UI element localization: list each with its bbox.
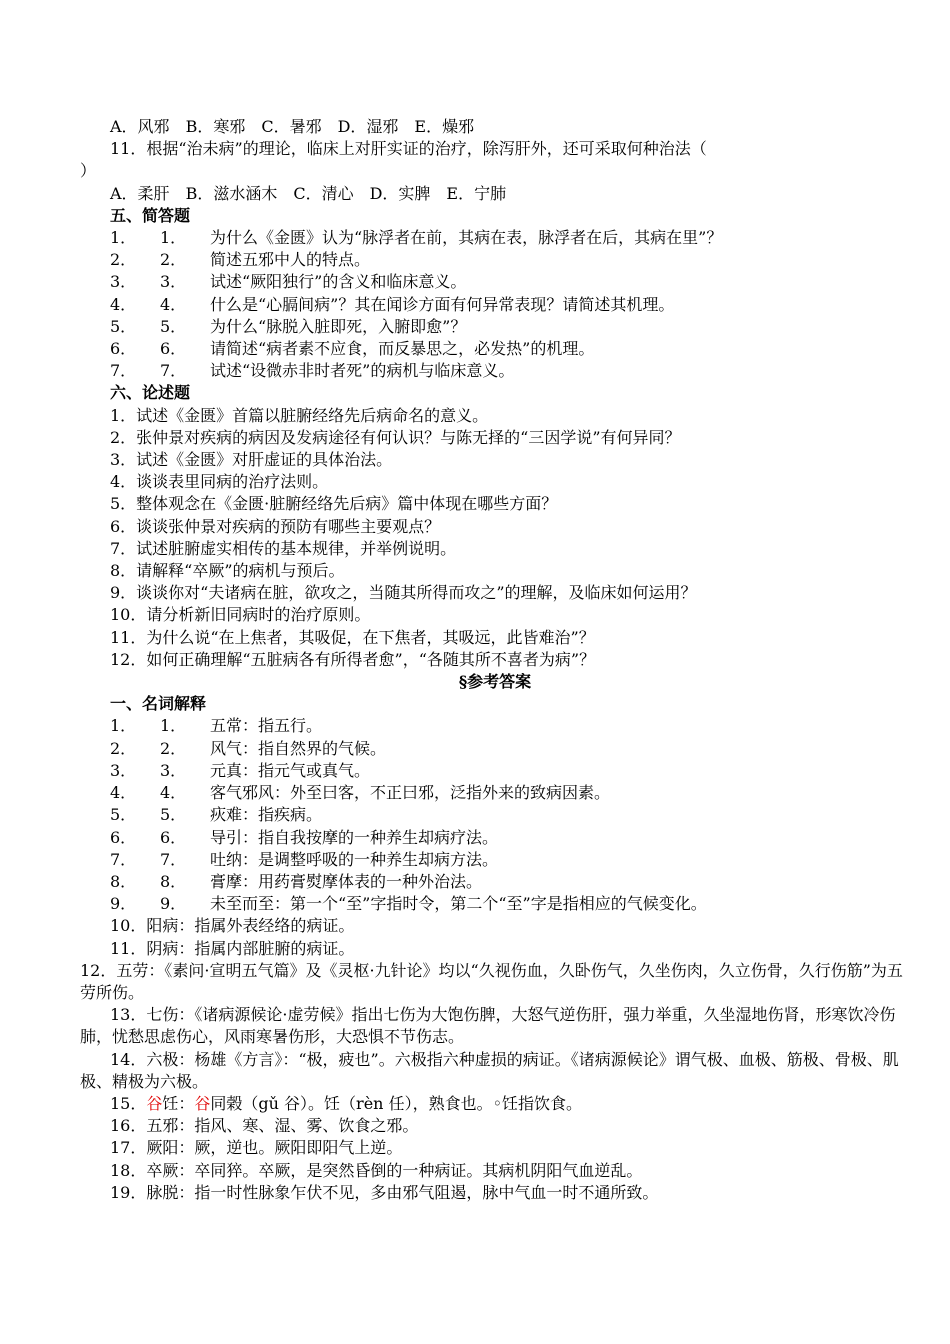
list-item: 15．谷饪：谷同榖（gǔ 谷）。饪（rèn 任），熟食也。◦饪指饮食。 [110,1093,583,1113]
list-item: 8．请解释“卒厥”的病机与预后。 [110,561,345,581]
list-item: 4． 4． 客气邪风：外至曰客，不正曰邪，泛指外来的致病因素。 [110,783,611,803]
q11-option: C．清心 [293,183,354,203]
list-item: 7．试述脏腑虚实相传的基本规律，并举例说明。 [110,538,457,558]
list-item: 8． 8． 膏摩：用药膏熨摩体表的一种外治法。 [110,871,483,891]
list-item: 1． 1． 为什么《金匮》认为“脉浮者在前，其病在表，脉浮者在后，其病在里”？ [110,228,723,248]
answers-title: §参考答案 [458,672,532,692]
list-item: 7． 7． 吐纳：是调整呼吸的一种养生却病方法。 [110,849,499,869]
list-item: 17．厥阳：厥，逆也。厥阳即阳气上逆。 [110,1138,403,1158]
list-item: 9． 9． 未至而至：第一个“至”字指时令，第二个“至”字是指相应的气候变化。 [110,894,707,914]
list-item: 6． 6． 请简述“病者素不应食，而反暴思之，必发热”的机理。 [110,339,595,359]
list-item: 12．如何正确理解“五脏病各有所得者愈”，“各随其所不喜者为病”？ [110,649,596,669]
list-item: 12．五劳：《素问·宣明五气篇》及《灵枢·九针论》均以“久视伤血，久卧伤气，久坐伤肉，久立伤骨，久行伤筋”为五劳所伤。 [80,960,903,1002]
q11-option: D．实脾 [369,183,431,203]
q11-close: ） [80,161,97,181]
list-item: 10．请分析新旧同病时的治疗原则。 [110,605,371,625]
q11-option: A．柔肝 [110,183,170,203]
q10-option: E．燥邪 [414,117,475,136]
list-item: 2． 2． 简述五邪中人的特点。 [110,250,371,270]
list-item: 3． 3． 元真：指元气或真气。 [110,760,371,780]
highlighted-char: 谷 [146,1093,163,1113]
list-item: 14．六极：杨雄《方言》：“极，疲也”。六极指六种虚损的病证。《诸病源候论》谓气极、血极、筋极、骨极、肌极、精极为六极。 [80,1049,899,1091]
list-item: 18．卒厥：卒同猝。卒厥，是突然昏倒的一种病证。其病机阴阳气血逆乱。 [110,1160,643,1180]
list-item: 11．为什么说“在上焦者，其吸促，在下焦者，其吸远，此皆难治”？ [110,627,595,647]
list-item: 4． 4． 什么是“心膈间病”？其在闻诊方面有何异常表现？请简述其机理。 [110,294,675,314]
section6-title: 六、论述题 [110,383,191,403]
list-item: 6．谈谈张仲景对疾病的预防有哪些主要观点？ [110,516,441,536]
q11-text: 11．根据“治未病”的理论，临床上对肝实证的治疗，除泻肝外，还可采取何种治法（ [110,139,707,159]
list-item: 6． 6． 导引：指自我按摩的一种养生却病疗法。 [110,827,499,847]
q11-options [80,183,910,205]
q10-option: A．风邪 [110,117,170,136]
list-item: 9．谈谈你对“夫诸病在脏，欲攻之，当随其所得而攻之”的理解，及临床如何运用？ [110,583,697,603]
list-item: 11．阴病：指属内部脏腑的病证。 [110,938,355,958]
list-item: 10．阳病：指属外表经络的病证。 [110,916,355,936]
q11-option: E．宁肺 [446,183,507,203]
document-body [80,116,910,1204]
highlighted-char: 谷 [194,1093,211,1113]
list-item: 1． 1． 五常：指五行。 [110,716,323,736]
q10-option: C．暑邪 [261,117,322,136]
list-item: 5． 5． 疢难：指疾病。 [110,805,323,825]
list-item: 5． 5． 为什么“脉脱入脏即死，入腑即愈”？ [110,316,467,336]
q11-option: B．滋水涵木 [185,183,278,203]
list-item: 7． 7． 试述“设微赤非时者死”的病机与临床意义。 [110,361,515,381]
list-item: 13．七伤：《诸病源候论·虚劳候》指出七伤为大饱伤脾，大怒气逆伤肝，强力举重，久坐湿地伤肾，形寒饮冷伤肺，忧愁思虑伤心，风雨寒暑伤形，大恐惧不节伤志。 [80,1005,896,1047]
list-item: 19．脉脱：指一时性脉象乍伏不见，多由邪气阻遏，脉中气血一时不通所致。 [110,1182,659,1202]
list-item: 2． 2． 风气：指自然界的气候。 [110,738,387,758]
list-item: 2．张仲景对疾病的病因及发病途径有何认识？与陈无择的“三因学说”有何异同？ [110,427,681,447]
q10-options [80,116,910,138]
section5-title: 五、简答题 [110,205,191,225]
list-item: 3．试述《金匮》对肝虚证的具体治法。 [110,450,393,470]
list-item: 3． 3． 试述“厥阳独行”的含义和临床意义。 [110,272,467,292]
list-item: 4．谈谈表里同病的治疗法则。 [110,472,329,492]
list-item: 1．试述《金匮》首篇以脏腑经络先后病命名的意义。 [110,405,489,425]
list-item: 5．整体观念在《金匮·脏腑经络先后病》篇中体现在哪些方面？ [110,494,558,514]
q10-option: D．湿邪 [337,117,399,136]
list-item: 16．五邪：指风、寒、湿、雾、饮食之邪。 [110,1116,419,1136]
answers-section1-title: 一、名词解释 [110,694,207,714]
q10-option: B．寒邪 [185,117,246,136]
